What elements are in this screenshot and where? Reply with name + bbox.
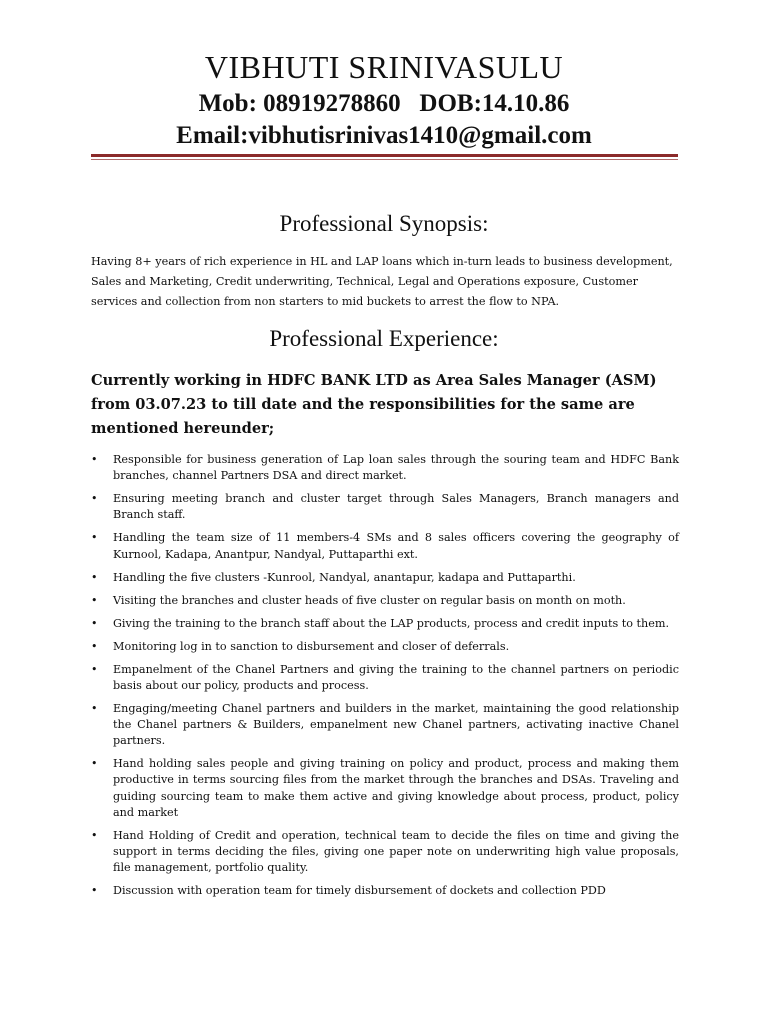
list-item xyxy=(91,616,679,632)
experience-heading: Professional Experience: xyxy=(269,326,499,351)
bullet-icon: • xyxy=(91,453,98,466)
list-item xyxy=(91,639,679,655)
list-item xyxy=(91,662,679,694)
list-item xyxy=(91,593,679,609)
list-item xyxy=(91,530,679,562)
list-item xyxy=(91,701,679,750)
bullet-icon: • xyxy=(91,593,98,607)
bullet-icon: • xyxy=(91,492,98,506)
bullet-icon: • xyxy=(91,639,98,653)
list-item-text: Ensuring meeting branch and cluster target through Sales Managers, Branch managers and Branch staff. xyxy=(113,492,679,522)
synopsis-text: Having 8+ years of rich experience in HL and LAP loans which in-turn leads to business development, Sales and Marketing, Credit underwriting, Technical, Legal and Operations exposure, Customer services and collection from non starters to mid buckets to arrest the flow to NPA. xyxy=(91,255,673,308)
list-item xyxy=(91,883,679,899)
list-item-text: Handling the five clusters -Kunrool, Nandyal, anantapur, kadapa and Puttaparthi. xyxy=(113,570,576,584)
bullet-icon: • xyxy=(91,757,98,771)
list-item-text: Hand holding sales people and giving training on policy and product, process and making them productive in terms sourcing files from the market through the branches and DSAs. Traveling and guiding sourcing team to make them active and giving knowledge about process, product, policy and market xyxy=(113,757,679,819)
list-item xyxy=(91,756,679,821)
list-item-text: Responsible for business generation of Lap loan sales through the souring team and HDFC Bank branches, channel Partners DSA and direct market. xyxy=(113,453,679,483)
list-item xyxy=(91,452,679,484)
list-item-text: Hand Holding of Credit and operation, technical team to decide the files on time and giving the support in terms deciding the files, giving one paper note on underwriting high value proposals, file management, portfolio quality. xyxy=(113,828,679,875)
email-line: Email:vibhutisrinivas1410@gmail.com xyxy=(176,122,592,149)
bullet-icon: • xyxy=(91,570,98,584)
list-item-text: Engaging/meeting Chanel partners and builders in the market, maintaining the good relationship the Chanel partners & Builders, empanelment new Chanel partners, activating inactive Chanel partners. xyxy=(113,701,679,748)
list-item-text: Giving the training to the branch staff about the LAP products, process and credit inputs to them. xyxy=(113,616,670,630)
list-item xyxy=(91,491,679,523)
bullet-icon: • xyxy=(91,662,98,676)
bullet-icon: • xyxy=(91,884,98,898)
responsibilities-list xyxy=(91,452,679,906)
synopsis-heading: Professional Synopsis: xyxy=(279,211,489,236)
bullet-icon: • xyxy=(91,701,98,715)
list-item xyxy=(91,570,679,586)
list-item-text: Handling the team size of 11 members-4 SMs and 8 sales officers covering the geography of Kurnool, Kadapa, Anantpur, Nandyal, Puttaparthi ext. xyxy=(113,531,679,561)
list-item-text: Empanelment of the Chanel Partners and giving the training to the channel partners on periodic basis about our policy, products and process. xyxy=(113,662,679,692)
list-item-text: Visiting the branches and cluster heads of five cluster on regular basis on month on moth. xyxy=(113,593,626,607)
current-role-statement: Currently working in HDFC BANK LTD as Area Sales Manager (ASM) from 03.07.23 to till date and the responsibilities for the same are mentioned hereunder; xyxy=(91,372,657,437)
list-item-text: Monitoring log in to sanction to disbursement and closer of deferrals. xyxy=(113,639,510,653)
candidate-name: VIBHUTI SRINIVASULU xyxy=(204,49,564,85)
header-divider-thin xyxy=(91,159,678,160)
list-item-text: Discussion with operation team for timely disbursement of dockets and collection PDD xyxy=(113,884,606,898)
mobile-dob-line: Mob: 08919278860 DOB:14.10.86 xyxy=(198,90,570,117)
bullet-icon: • xyxy=(91,828,98,842)
bullet-icon: • xyxy=(91,616,98,630)
header-divider xyxy=(91,154,678,157)
list-item xyxy=(91,828,679,877)
bullet-icon: • xyxy=(91,531,98,545)
